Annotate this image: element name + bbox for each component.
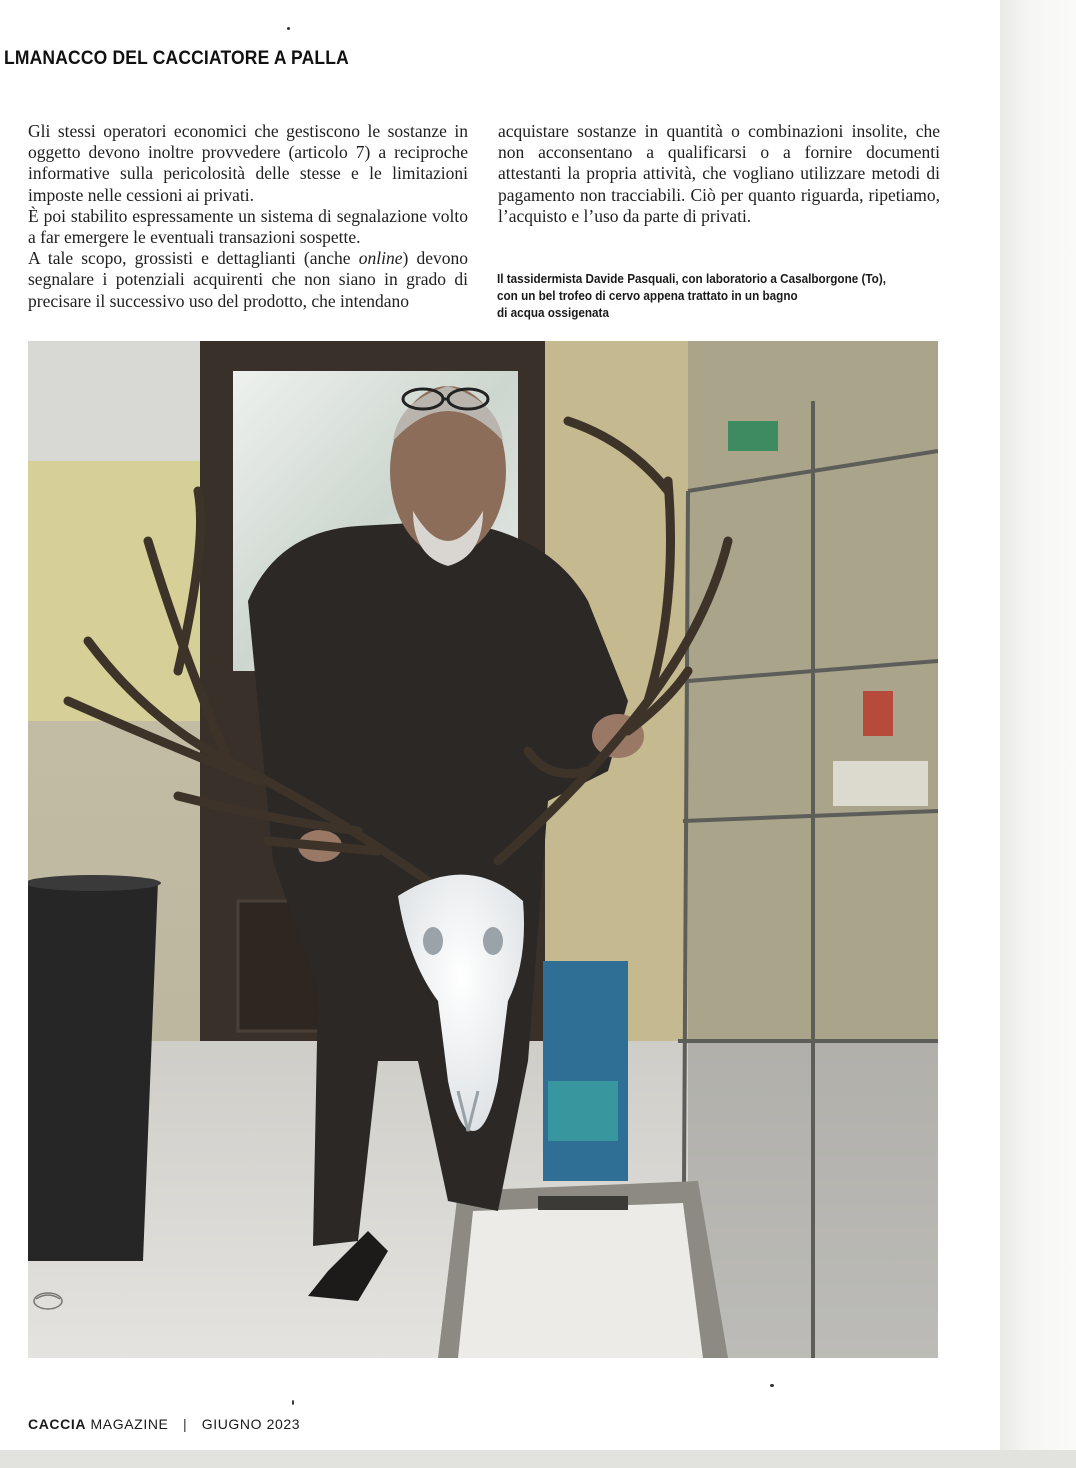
scan-speck bbox=[292, 1400, 294, 1405]
paragraph-1: Gli stessi operatori economici che gestiscono le sostanze in oggetto devono inoltre provvedere (articolo 7) a reciproche informative sulla pericolosità delle stesse e le limitazioni imposte nelle cessioni ai privati. bbox=[28, 121, 468, 205]
online-italic: online bbox=[358, 248, 403, 269]
paragraph-4: acquistare sostanze in quantità o combinazioni insolite, che non acconsentano a qualificarsi o a fornire documenti attestanti la propria attività, che vogliano utilizzare metodi di pagamento non tracciabili. Ciò per quanto riguarda, ripetiamo, l’acquisto e l’uso da parte di privati. bbox=[498, 121, 940, 226]
caption-line-1: Il tassidermista Davide Pasquali, con laboratorio a Casalborgone (To), bbox=[497, 272, 886, 286]
paragraph-2: È poi stabilito espressamente un sistema di segnalazione volto a far emergere le eventuali transazioni sospette. bbox=[28, 205, 468, 248]
section-header: LMANACCO DEL CACCIATORE A PALLA bbox=[4, 48, 349, 69]
plastic-bin bbox=[28, 881, 158, 1261]
caption-line-2: con un bel trofeo di cervo appena trattato in un bagno bbox=[497, 289, 798, 303]
page-footer bbox=[28, 1416, 300, 1432]
footer-issue: GIUGNO 2023 bbox=[201, 1416, 301, 1432]
article-column-right bbox=[498, 121, 940, 227]
page-edge bbox=[1000, 0, 1076, 1468]
caption-line-3: di acqua ossigenata bbox=[497, 306, 609, 320]
footer-brand: CACCIA bbox=[28, 1416, 87, 1432]
blue-drum bbox=[543, 961, 628, 1181]
scan-border bbox=[0, 1450, 1076, 1468]
footer-separator: | bbox=[182, 1416, 188, 1432]
paragraph-3-start: A tale scopo, grossisti e dettaglianti (anche bbox=[28, 248, 359, 269]
footer-magazine: MAGAZINE bbox=[90, 1416, 169, 1432]
scan-speck bbox=[770, 1384, 774, 1387]
paragraph-3-end: ) devono segnalare i potenziali acquirenti che non siano in grado di precisare il successivo uso del prodotto, che intendano bbox=[28, 248, 468, 311]
scan-speck bbox=[287, 27, 290, 30]
article-column-left bbox=[28, 121, 468, 312]
taxidermist-photo bbox=[28, 341, 938, 1358]
paragraph-3 bbox=[28, 248, 468, 312]
photo-caption bbox=[497, 271, 916, 322]
